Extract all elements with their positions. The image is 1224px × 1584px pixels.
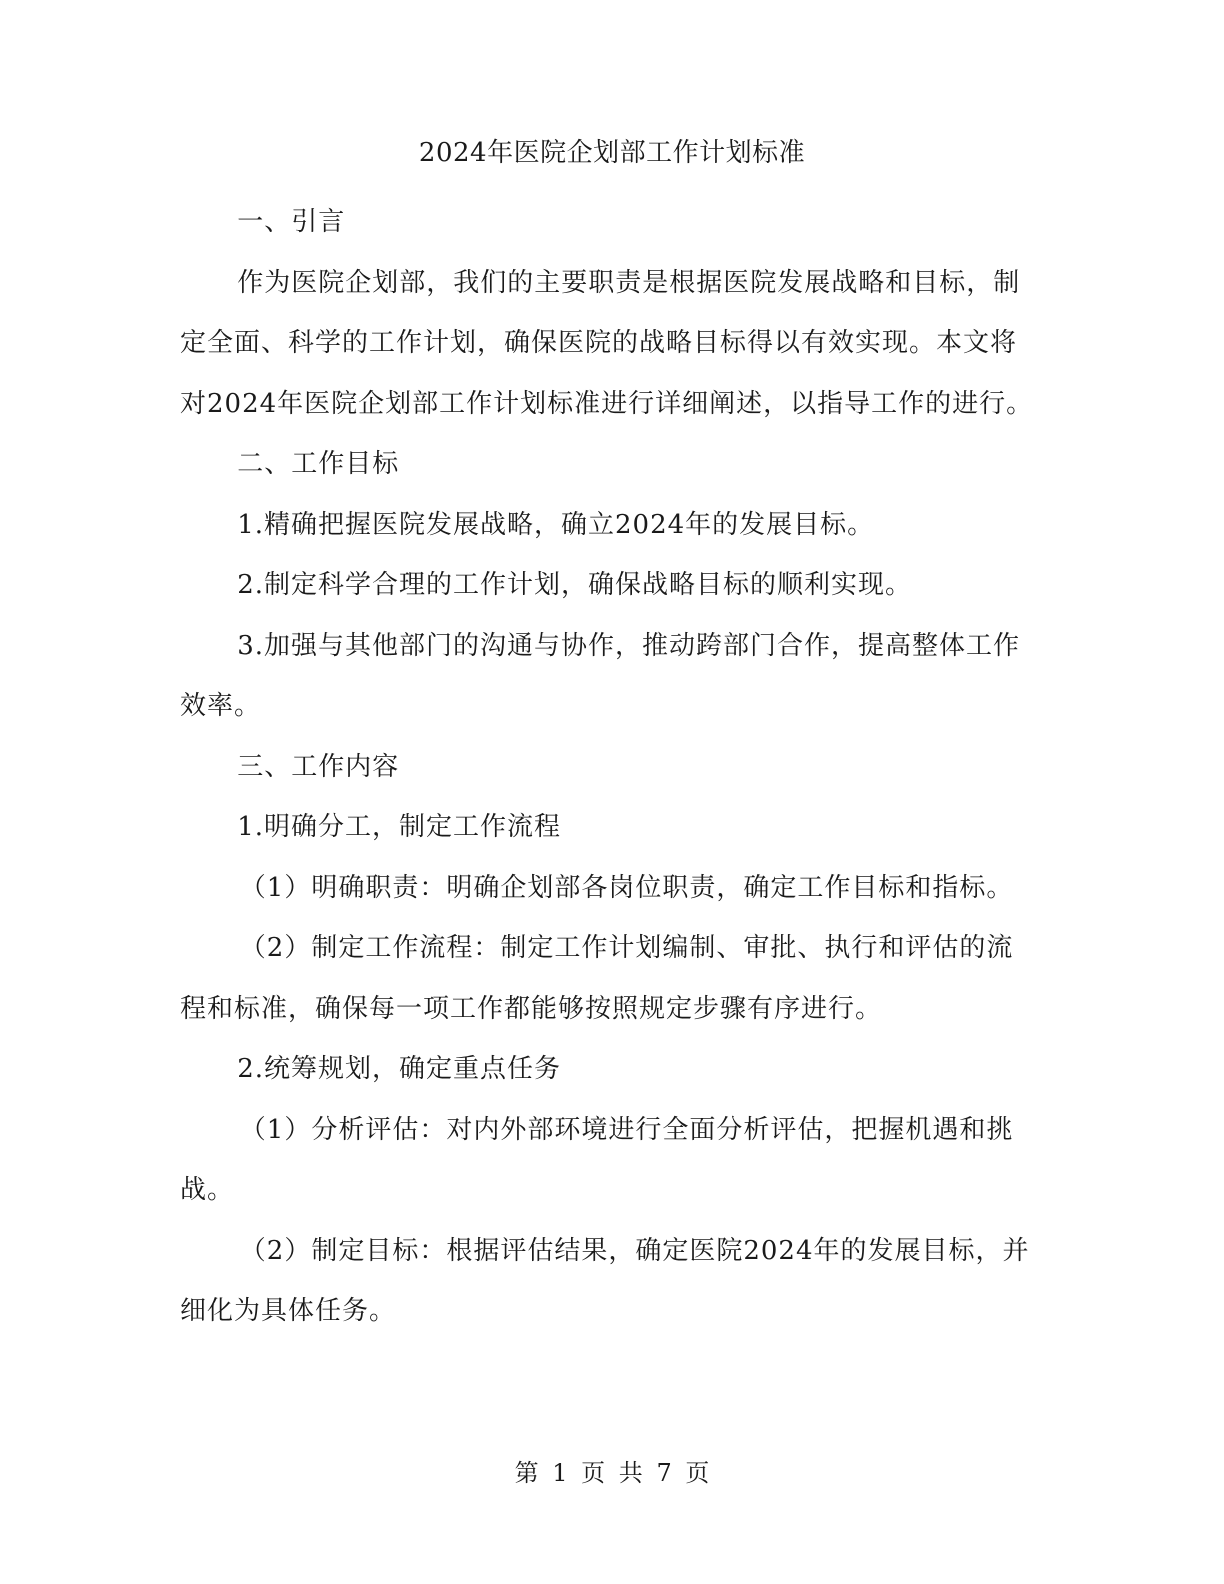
goal-item-3: 3.加强与其他部门的沟通与协作，推动跨部门合作，提高整体工作效率。 <box>180 630 1020 721</box>
section-heading-goals: 二、工作目标 <box>237 449 400 479</box>
goal-item-1: 1.精确把握医院发展战略，确立2024年的发展目标。 <box>237 509 875 540</box>
content-item-1: 1.明确分工，制定工作流程 <box>237 812 561 842</box>
document-title: 2024年医院企划部工作计划标准 <box>418 138 806 168</box>
content-subitem-2-1: （1）分析评估：对内外部环境进行全面分析评估，把握机遇和挑战。 <box>180 1114 1014 1205</box>
content-subitem-2-2: （2）制定目标：根据评估结果，确定医院2024年的发展目标，并细化为具体任务。 <box>180 1235 1030 1326</box>
paragraph-intro: 作为医院企划部，我们的主要职责是根据医院发展战略和目标，制定全面、科学的工作计划，确保医院的战略目标得以有效实现。本文将对2024年医院企划部工作计划标准进行详细阐述，以指导工作的进行。 <box>180 267 1034 419</box>
page-footer: 第 1 页 共 7 页 <box>514 1459 710 1487</box>
content-subitem-1-2: （2）制定工作流程：制定工作计划编制、审批、执行和评估的流程和标准，确保每一项工作都能够按照规定步骤有序进行。 <box>180 933 1014 1024</box>
content-subitem-1-1: （1）明确职责：明确企划部各岗位职责，确定工作目标和指标。 <box>239 872 1014 903</box>
goal-item-2: 2.制定科学合理的工作计划，确保战略目标的顺利实现。 <box>237 570 912 600</box>
section-heading-content: 三、工作内容 <box>237 751 400 782</box>
content-item-2: 2.统筹规划，确定重点任务 <box>237 1054 561 1084</box>
document-body <box>180 192 1040 1342</box>
section-heading-intro: 一、引言 <box>237 207 346 237</box>
